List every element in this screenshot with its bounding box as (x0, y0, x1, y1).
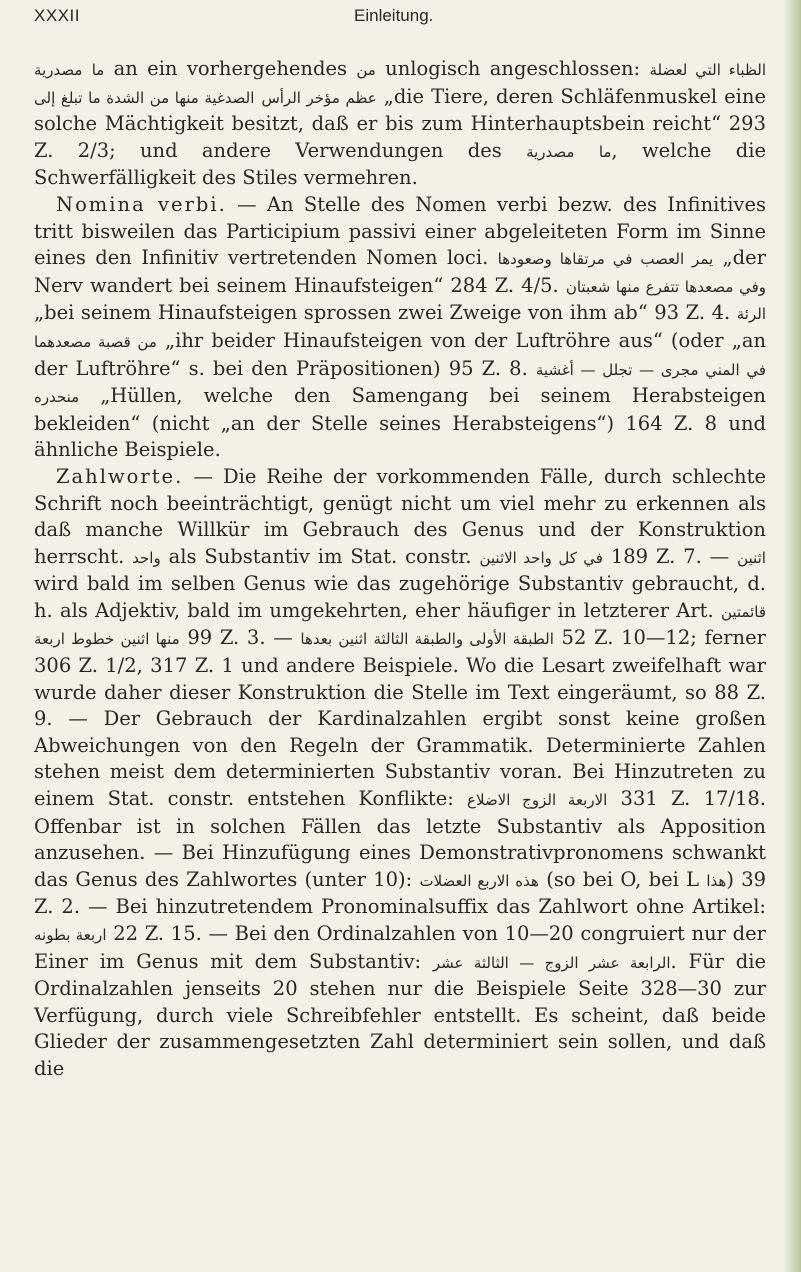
page-edge (783, 0, 801, 1272)
text-run: 189 Z. 7. — (602, 544, 738, 568)
text-run: „bei seinem Hinaufsteigen sprossen zwei Zweige von ihm ab“ 93 Z. 4. (34, 301, 737, 325)
text-run (82, 57, 91, 80)
arabic-phrase: ما (91, 61, 105, 79)
text-run: 22 Z. 15. — Bei den Ordinalzahlen von 10—20 congruiert nur der Einer im Genus mit dem Substantiv: (34, 922, 766, 973)
arabic-phrase: في المني مجرى — تجلل — أغشية منحدره (34, 360, 766, 407)
text-run: „ihr beider Hinaufsteigen von der Luftröhre aus“ (oder „an der Luftröhre“ s. bei den Präpositionen) 95 Z. 8. (34, 328, 767, 380)
arabic-phrase: ما (598, 142, 612, 161)
text-run: 331 Z. 17/18. Offenbar ist in solchen Fällen das letzte Substantiv als Apposition anzusehen. — Bei Hinzufügung eines Demonstrativpronomens schwankt das Genus des Zahlwortes (unter 10): (34, 787, 766, 891)
body-text (34, 56, 766, 1083)
arabic-phrase: من (356, 61, 376, 79)
text-run: . Für die Ordinalzahlen jenseits 20 stehen nur die Beispiele Seite 328—30 zur Verfügung, durch viele Schreibfehler entstellt. Es scheint, daß beide Glieder der zusammengesetzten Zahl determiniert sein sollen, und daß die (34, 949, 767, 1080)
text-run (574, 139, 598, 162)
text-run: „die Tiere, deren Schläfenmuskel eine solche Mächtigkeit besitzt, daß er bis zum Hinterhauptsbein reicht“ 293 Z. 2/3; und andere Verwendungen des (34, 84, 766, 162)
arabic-phrase: في كل واحد الاثنين (479, 548, 603, 567)
arabic-phrase: هذا (706, 871, 727, 890)
text-run: 99 Z. 3. — (179, 626, 301, 650)
arabic-phrase: واحد (132, 548, 161, 567)
text-run: , welche die Schwerfälligkeit des Stiles vermehren. (34, 138, 767, 190)
paragraph-p3 (34, 464, 766, 1083)
page-number: XXXII (34, 6, 80, 25)
arabic-phrase: قائمتين منها اثنين خطوط اربعة (34, 602, 766, 649)
arabic-phrase: هذه الاربع العضلات (419, 871, 539, 890)
text-run: an ein vorhergehendes (104, 57, 357, 80)
arabic-phrase: وفي مصعدها تتفرع منها شعبتان (565, 277, 766, 296)
arabic-phrase: مصدرية (526, 142, 575, 161)
text-run: unlogisch angeschlossen: (375, 57, 650, 80)
text-run: als Substantiv im Stat. constr. (160, 544, 480, 568)
text-run: „der Nerv wandert bei seinem Hinaufsteigen“ 284 Z. 4/5. (34, 246, 766, 297)
running-title: Einleitung. (354, 6, 434, 25)
text-run: — An Stelle des Nomen verbi bezw. des Infinitives tritt bisweilen das Participium passivi einer abgeleiteten Form im Sinne eines den Infinitiv vertretenden Nomen loci. (34, 192, 766, 270)
text-run: „Hüllen, welche den Samengang bei seinem Herabsteigen bekleiden“ (nicht „an der Stelle seines Herabsteigens“) 164 Z. 8 und ähnliche Beispiele. (34, 384, 766, 462)
arabic-phrase: يمر العصب في مرتقاها وصعودها (497, 250, 714, 269)
text-run: wird bald im selben Genus wie das zugehörige Substantiv gebraucht, d. h. als Adjektiv, bald im umgekehrten, eher häufiger in letzterer Art. (34, 572, 766, 622)
arabic-phrase: الرئة من قصبة مصعدهما (34, 305, 766, 351)
text-run: (so bei O, bei L (538, 867, 707, 891)
arabic-phrase: الطبقة الأولى والطبقة الثالثة اثنين بعدها (300, 630, 554, 649)
arabic-phrase: الظباء التي لعضلة الصدغية منها من الشدة ما تبلغ إلى (34, 61, 767, 107)
section-heading: Nomina verbi. (56, 192, 227, 216)
running-head (34, 6, 764, 32)
text-run: 52 Z. 10—12; ferner 306 Z. 1/2, 317 Z. 1 und andere Beispiele. Wo die Lesart zweifelhaft war wurde daher dieser Konstruktion die Stelle im Text eingeräumt, so 88 Z. 9. — Der Gebrauch der Kardinalzahlen ergibt sonst keine großen Abweichungen von den Regeln der Grammatik. Determinierte Zahlen stehen meist dem determinierten Substantiv voran. Bei Hinzutreten zu einem Stat. constr. entstehen Konflikte: (34, 626, 766, 811)
text-run: — Die Reihe der vorkommenden Fälle, durch schlechte Schrift noch beeinträchtigt, genügt nicht um viel mehr zu erkennen als daß manche Willkür im Gebrauch des Genus und der Konstruktion herrscht. (34, 464, 766, 568)
text-run: ) 39 Z. 2. — Bei hinzutretendem Pronominalsuffix das Zahlwort ohne Artikel: (34, 867, 767, 919)
arabic-phrase: اثنين (737, 548, 766, 567)
arabic-phrase: مصدرية (34, 61, 83, 79)
arabic-phrase: اربعة بطونه (34, 926, 107, 944)
arabic-phrase: عظم مؤخر الرأس (261, 88, 377, 107)
section-heading: Zahlworte. (56, 464, 184, 488)
paragraph-p1 (34, 56, 766, 192)
arabic-phrase: الرابعة عشر الزوج — الثالثة عشر (432, 953, 671, 972)
arabic-phrase: الاربعة الزوج الاضلاع (467, 791, 608, 810)
paragraph-p2 (34, 192, 766, 464)
